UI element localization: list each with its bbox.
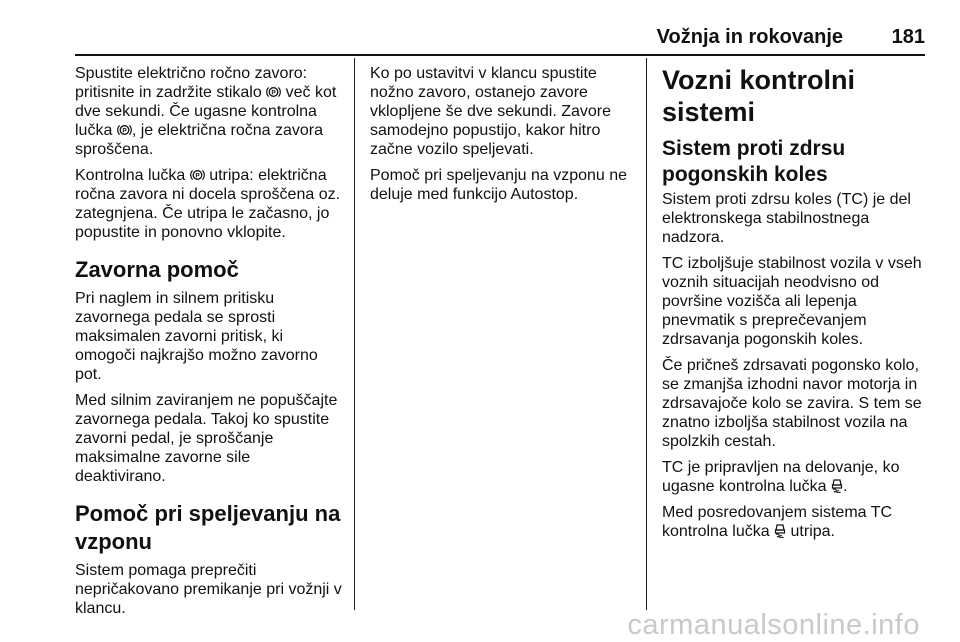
paragraph: Med silnim zaviranjem ne popuščajte zavornega pedala. Takoj ko spustite zavorni pedal, je sproščanje maksimalne zavorne sile deaktivirano. xyxy=(75,392,338,485)
column-left xyxy=(75,64,350,625)
paragraph: TC je pripravljen na delovanje, ko ugasne kontrolna lučka . xyxy=(662,459,900,495)
paragraph: Kontrolna lučka P utripa: električna ročna zavora ni docela sproščena oz. zategnjena. Če utripa le začasno, jo popustite in ponovno vklopite. xyxy=(75,167,341,241)
paragraph: Sistem proti zdrsu koles (TC) je del elektronskega stabilnostnega nadzora. xyxy=(662,191,911,246)
paragraph: Sistem pomaga preprečiti nepričakovano premikanje pri vožnji v klancu. xyxy=(75,562,342,617)
traction-control-icon xyxy=(774,524,786,538)
paragraph: Pri naglem in silnem pritisku zavornega pedala se sprosti maksimalen zavorni pritisk, ki omogoči najkrajšo možno zavorno pot. xyxy=(75,290,318,383)
page-number: 181 xyxy=(891,26,925,48)
svg-text:P: P xyxy=(271,89,276,97)
parking-brake-icon xyxy=(266,85,281,99)
chapter-title: Vožnja in rokovanje xyxy=(656,26,843,48)
parking-brake-icon xyxy=(190,168,205,182)
column-middle xyxy=(370,64,635,211)
paragraph: Pomoč pri speljevanju na vzponu ne deluje med funkcijo Autostop. xyxy=(370,167,628,203)
section-heading-traction-control: Sistem proti zdrsu pogonskih koles xyxy=(662,137,846,186)
paragraph: Če pričneš zdrsavati pogonsko kolo, se zmanjša izhodni navor motorja in zdrsavajoče kolo se zavira. S tem se znatno izboljša stabilnost vozila na spolzkih cestah. xyxy=(662,357,922,450)
paragraph: Med posredovanjem sistema TC kontrolna lučka utripa. xyxy=(662,504,893,540)
chapter-section-heading: Vozni kontrolni sistemi xyxy=(662,65,855,127)
column-right xyxy=(662,64,927,548)
section-heading-hill-start-assist: Pomoč pri speljevanju na vzponu xyxy=(75,501,341,554)
paragraph: Spustite električno ročno zavoro: pritisnite in zadržite stikalo P več kot dve sekundi. Če ugasne kontrolna lučka P , je električna ročna zavora sproščena. xyxy=(75,65,337,158)
column-divider xyxy=(646,58,647,610)
column-divider xyxy=(354,58,355,610)
svg-text:P: P xyxy=(122,127,127,135)
page-header xyxy=(75,26,925,56)
section-heading-brake-assist: Zavorna pomoč xyxy=(75,257,239,282)
watermark: carmanualsonline.info xyxy=(627,609,920,641)
parking-brake-icon xyxy=(117,123,132,137)
paragraph: TC izboljšuje stabilnost vozila v vseh voznih situacijah neodvisno od površine vozišča ali lepenja pnevmatik s preprečevanjem zdrsavanja pogonskih koles. xyxy=(662,255,922,348)
svg-text:P: P xyxy=(195,172,200,180)
paragraph: Ko po ustavitvi v klancu spustite nožno zavoro, ostanejo zavore vklopljene še dve sekundi. Zavore samodejno popustijo, kakor hitro začne vozilo speljevati. xyxy=(370,65,612,158)
traction-control-icon xyxy=(831,479,843,493)
